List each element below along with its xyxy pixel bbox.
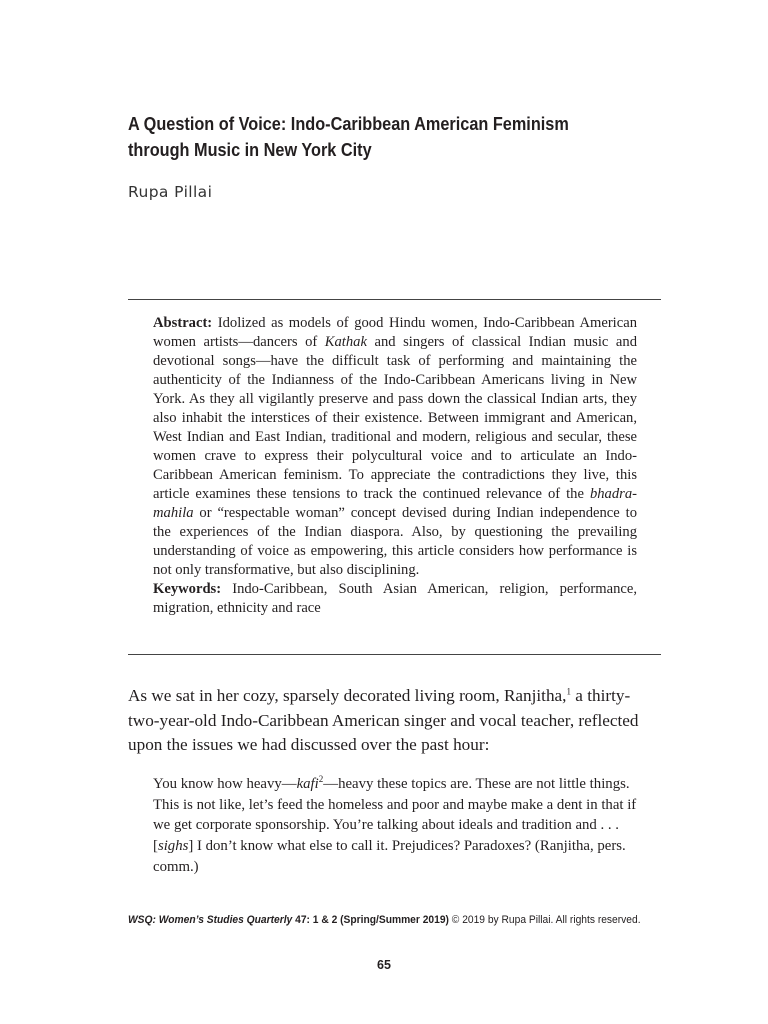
footnote-ref-1[interactable]: 1 (566, 686, 571, 697)
page-number: 65 (377, 958, 391, 972)
abstract-text-3: or “respectable woman” concept devised during Indian independence to the experiences of the Indian diaspora. Also, by questioning the prevailing understanding of voice as empowering, this article considers how performance is not only transformative, but also disciplining. (153, 505, 637, 578)
quote-sighs: sighs (157, 838, 189, 855)
abstract-block (153, 314, 637, 618)
block-quote (153, 774, 643, 878)
abstract-label: Abstract: (153, 315, 213, 331)
body-paragraph (128, 684, 661, 758)
abstract-text-1: Idolized as models of good Hindu women, Indo-Caribbean American women artists—dancers of (153, 315, 637, 350)
article-title-line-2: through Music in New York City (128, 139, 372, 160)
quote-text-1: You know how heavy— (153, 776, 297, 792)
journal-name: WSQ: Women’s Studies Quarterly (128, 914, 293, 926)
keywords-paragraph (153, 580, 637, 618)
body-text-1b: a thirty-two-year-old Indo-Caribbean American singer and vocal teacher, reflected upon the issues we had discussed over the past hour: (128, 686, 639, 754)
copyright-notice: © 2019 by Rupa Pillai. All rights reserved. (448, 914, 641, 926)
journal-volume: 47: 1 & 2 (Spring/Summer 2019) (292, 914, 449, 926)
article-title (128, 111, 674, 163)
abstract-paragraph (153, 314, 637, 580)
abstract-text-2: and singers of classical Indian music and devotional songs—have the difficult task of performing and maintaining the authenticity of the Indianness of the Indo-Caribbean Americans living in New York. As they all vigilantly preserve and pass down the classical Indian arts, they also inhabit the interstices of their existence. Between immigrant and American, West Indian and East Indian, traditional and modern, religious and secular, these women crave to express their polycultural voice and to articulate an Indo-Caribbean American feminism. To appreciate the contradictions they live, this article examines these tensions to track the continued relevance of the (153, 334, 637, 502)
abstract-bottom-rule (128, 654, 661, 655)
keywords-text: Indo-Caribbean, South Asian American, religion, performance, migration, ethnicity and race (153, 581, 637, 616)
article-title-line-1: A Question of Voice: Indo-Caribbean American Feminism (128, 113, 569, 134)
author-name: Rupa Pillai (128, 183, 213, 201)
abstract-bhadramahila: bhadramahila (153, 486, 637, 521)
abstract-top-rule (128, 299, 661, 300)
quote-text-3: ] I don’t know what else to call it. Prejudices? Paradoxes? (Ranjitha, pers. comm.) (153, 838, 626, 875)
abstract-kathak: Kathak (324, 334, 367, 350)
footnote-ref-2[interactable]: 2 (318, 774, 324, 785)
citation-footer (128, 913, 668, 927)
quote-text-2: —heavy these topics are. These are not little things. This is not like, let’s feed the homeless and poor and maybe make a dent in that if we get corporate sponsorship. You’re talking about ideals and tradition and . . . [ (153, 776, 637, 855)
body-text-1a: As we sat in her cozy, sparsely decorated living room, Ranjitha, (128, 686, 567, 705)
quote-kafi: kafi (296, 776, 319, 792)
keywords-label: Keywords: (153, 581, 222, 597)
